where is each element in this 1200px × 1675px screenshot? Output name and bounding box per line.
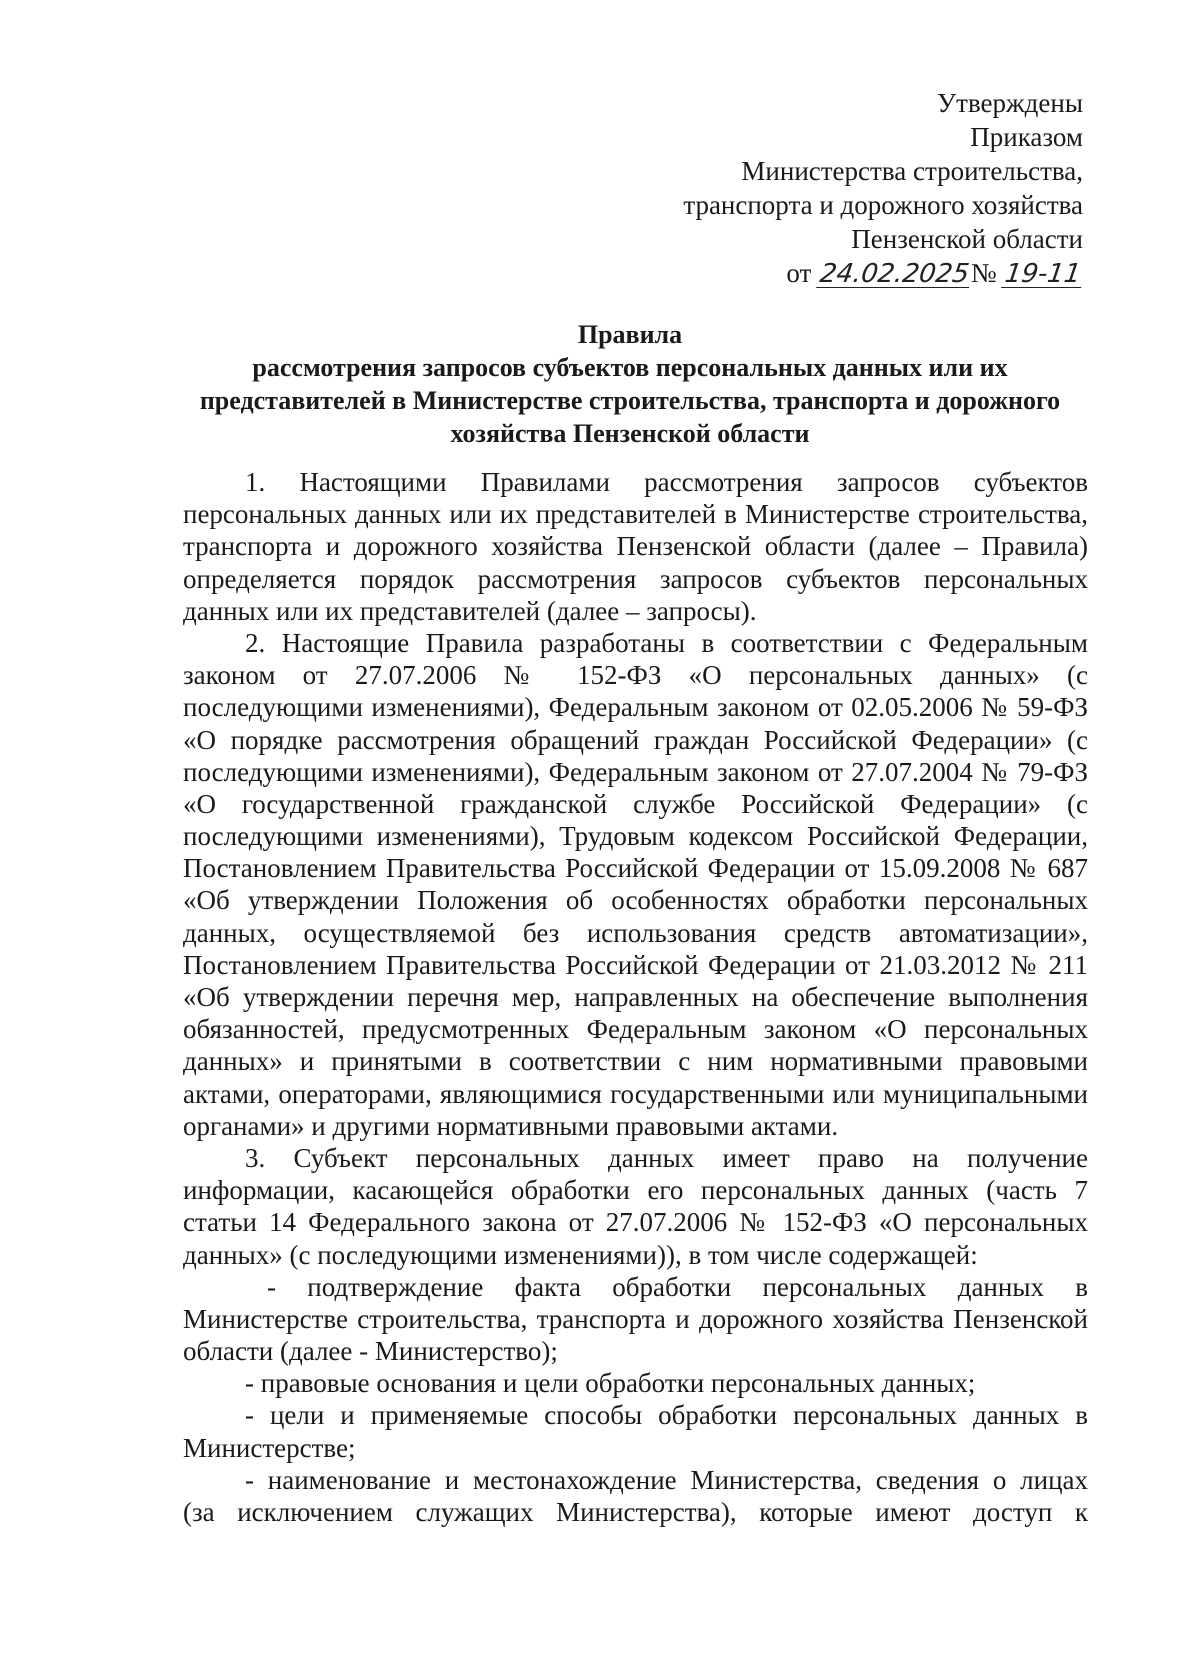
approval-block <box>683 86 1083 290</box>
text-line: - наименование и местонахождение Министерства, сведения о лицах <box>245 1464 1088 1495</box>
text-line: обязанностей, предусмотренных Федеральным законом «О персональных <box>183 1014 1088 1045</box>
text-line: Министерстве строительства, транспорта и дорожного хозяйства Пензенской <box>183 1303 1088 1334</box>
text-line: последующими изменениями), Федеральным законом от 27.07.2004 № 79-ФЗ <box>183 756 1088 787</box>
title-line-3: представителей в Министерстве строительства, транспорта и дорожного <box>199 386 1061 415</box>
text-line: 3. Субъект персональных данных имеет право на получение <box>245 1142 1088 1173</box>
text-line: законом от 27.07.2006 № 152-ФЗ «О персональных данных» (с <box>183 660 1088 691</box>
text-line: персональных данных или их представителей в Министерстве строительства, <box>183 499 1088 530</box>
document-title <box>170 318 1090 450</box>
text-line: (за исключением служащих Министерства), которые имеют доступ к <box>183 1497 1088 1527</box>
document-body <box>183 466 1088 1528</box>
text-line: 1. Настоящими Правилами рассмотрения запросов субъектов <box>245 467 1088 497</box>
text-line: информации, касающейся обработки его персональных данных (часть 7 <box>183 1175 1088 1206</box>
from-label: от <box>786 258 812 288</box>
text-line: «Об утверждении перечня мер, направленных на обеспечение выполнения <box>183 982 1088 1012</box>
title-line-2: рассмотрения запросов субъектов персональных данных или их <box>252 353 1008 382</box>
title-line-1: Правила <box>577 320 683 349</box>
text-line: органами» и другими нормативными правовыми актами. <box>183 1110 839 1141</box>
text-line: транспорта и дорожного хозяйства Пензенской области (далее – Правила) <box>183 531 1088 562</box>
approval-line-approved: Утверждены <box>937 88 1083 118</box>
approval-line-ministry: Министерства строительства, <box>741 156 1083 186</box>
text-line: области (далее - Министерство); <box>183 1336 558 1367</box>
text-line: - цели и применяемые способы обработки персональных данных в <box>245 1400 1088 1431</box>
text-line: данных, осуществляемой без использования средств автоматизации», <box>183 917 1088 948</box>
text-line: «Об утверждении Положения об особенностях обработки персональных <box>183 885 1088 916</box>
approval-line-region: Пензенской области <box>851 224 1083 254</box>
text-line: определяется порядок рассмотрения запросов субъектов персональных <box>183 563 1088 594</box>
text-line: Министерстве; <box>183 1432 356 1463</box>
title-line-4: хозяйства Пензенской области <box>450 419 810 448</box>
text-line: статьи 14 Федерального закона от 27.07.2006 № 152-ФЗ «О персональных <box>183 1207 1088 1238</box>
text-line: данных» (с последующими изменениями)), в том числе содержащей: <box>183 1239 978 1270</box>
text-line: - правовые основания и цели обработки персональных данных; <box>245 1368 976 1399</box>
text-line: последующими изменениями), Федеральным законом от 02.05.2006 № 59-ФЗ <box>183 692 1088 723</box>
text-line: - подтверждение факта обработки персональных данных в <box>267 1271 1088 1302</box>
approval-line-order: Приказом <box>970 122 1083 152</box>
text-line: Постановлением Правительства Российской Федерации от 21.03.2012 № 211 <box>183 949 1088 980</box>
handwritten-date: 24.02.2025 <box>818 259 972 289</box>
order-date-number <box>683 256 1083 290</box>
approval-line-ministry-cont: транспорта и дорожного хозяйства <box>683 190 1083 220</box>
text-line: актами, операторами, являющимися государственными или муниципальными <box>183 1078 1088 1109</box>
text-line: Постановлением Правительства Российской Федерации от 15.09.2008 № 687 <box>183 853 1088 884</box>
handwritten-number: 19-11 <box>1003 259 1084 289</box>
text-line: последующими изменениями), Трудовым кодексом Российской Федерации, <box>183 821 1088 852</box>
text-line: «О порядке рассмотрения обращений граждан Российской Федерации» (с <box>183 724 1088 755</box>
text-line: 2. Настоящие Правила разработаны в соответствии с Федеральным <box>245 627 1088 658</box>
number-label: № <box>970 258 997 288</box>
text-line: данных» и принятыми в соответствии с ним нормативными правовыми <box>183 1046 1088 1077</box>
text-line: данных или их представителей (далее – запросы). <box>183 595 757 626</box>
text-line: «О государственной гражданской службе Российской Федерации» (с <box>183 788 1088 819</box>
